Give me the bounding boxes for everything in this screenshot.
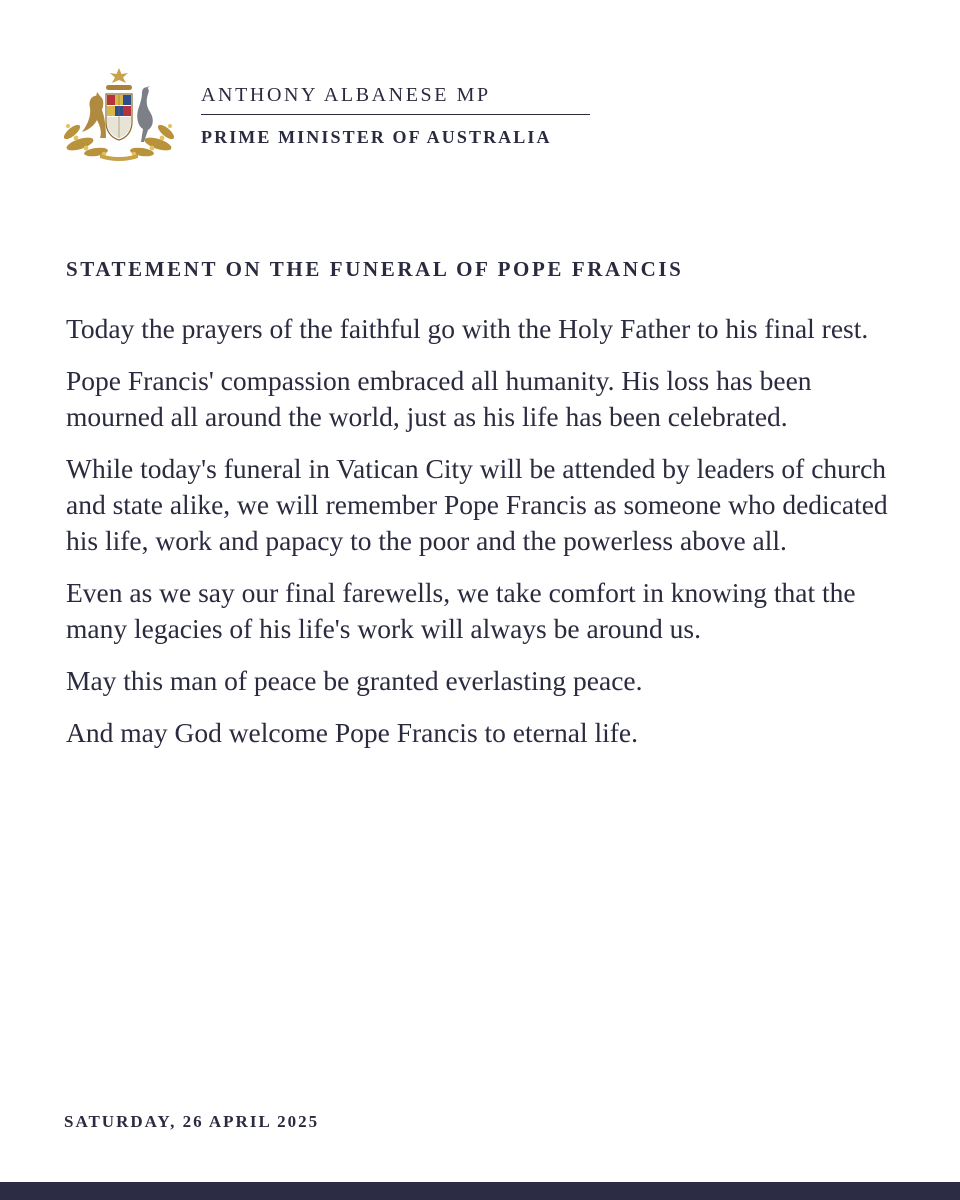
letterhead-divider bbox=[201, 114, 590, 115]
paragraph: Even as we say our final farewells, we take comfort in knowing that the many legacies of his life's work will always be around us. bbox=[66, 577, 856, 644]
coat-of-arms-icon bbox=[60, 66, 178, 162]
letterhead bbox=[60, 66, 600, 166]
member-name: ANTHONY ALBANESE MP bbox=[201, 84, 491, 106]
statement-date: SATURDAY, 26 APRIL 2025 bbox=[64, 1112, 320, 1131]
footer-band bbox=[0, 1182, 960, 1200]
paragraph: May this man of peace be granted everlasting peace. bbox=[66, 665, 643, 696]
paragraph: Pope Francis' compassion embraced all humanity. His loss has been mourned all around the world, just as his life has been celebrated. bbox=[66, 365, 812, 432]
statement-heading: STATEMENT ON THE FUNERAL OF POPE FRANCIS bbox=[66, 257, 684, 281]
paragraph: And may God welcome Pope Francis to eternal life. bbox=[66, 717, 638, 748]
statement-body bbox=[66, 311, 896, 767]
paragraph: Today the prayers of the faithful go with the Holy Father to his final rest. bbox=[66, 313, 869, 344]
office-title: PRIME MINISTER OF AUSTRALIA bbox=[201, 127, 552, 147]
paragraph: While today's funeral in Vatican City will be attended by leaders of church and state alike, we will remember Pope Francis as someone who dedicated his life, work and papacy to the poor and the powerless above all. bbox=[66, 453, 888, 556]
